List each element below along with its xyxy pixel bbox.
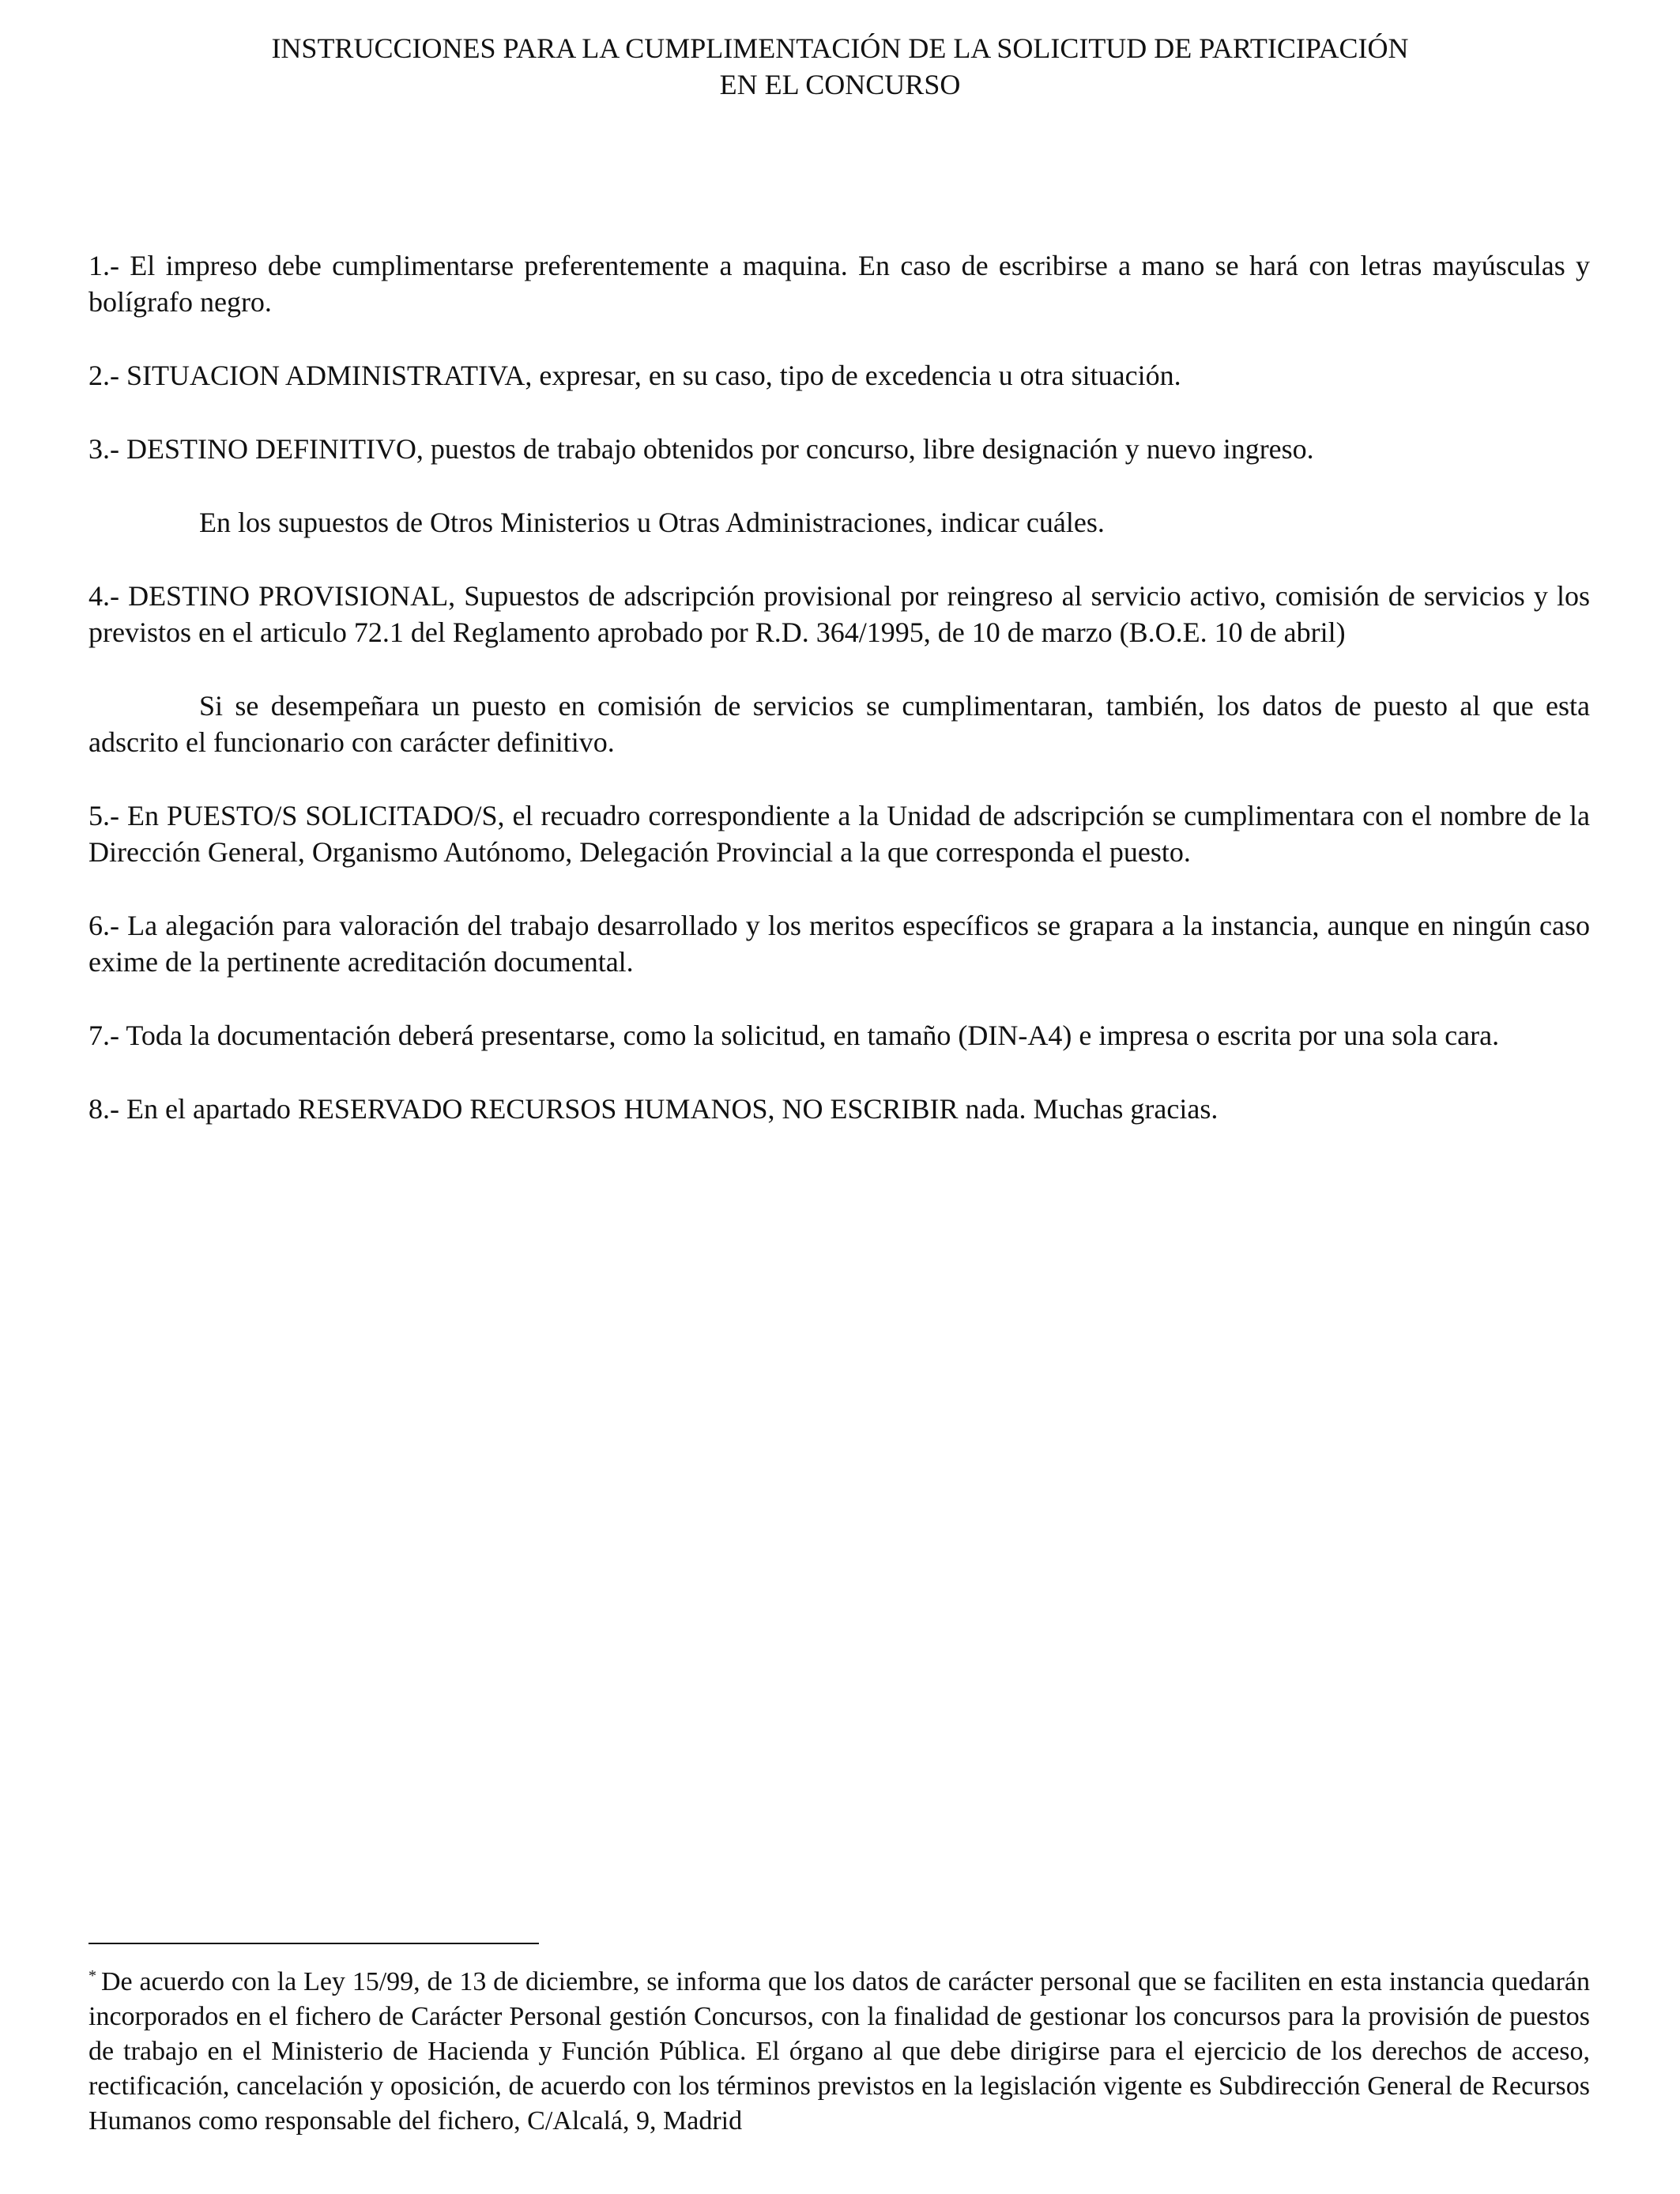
instruction-item-1: 1.- El impreso debe cumplimentarse preferentemente a maquina. En caso de escribirse a mano se hará con letras mayúsculas y bolígrafo negro.: [89, 250, 1590, 318]
instruction-item-5: 5.- En PUESTO/S SOLICITADO/S, el recuadro correspondiente a la Unidad de adscripción se cumplimentara con el nombre de la Dirección General, Organismo Autónomo, Delegación Provincial a la que corresponda el puesto.: [89, 800, 1590, 868]
instruction-item-7: 7.- Toda la documentación deberá presentarse, como la solicitud, en tamaño (DIN-A4) e impresa o escrita por una sola cara.: [89, 1020, 1500, 1051]
footnote-marker: *: [89, 1967, 96, 1985]
instruction-item-4: 4.- DESTINO PROVISIONAL, Supuestos de adscripción provisional por reingreso al servicio activo, comisión de servicios y los previstos en el articulo 72.1 del Reglamento aprobado por R.D. 364/1995, de 10 de marzo (B.O.E. 10 de abril): [89, 580, 1590, 648]
instruction-item-2: 2.- SITUACION ADMINISTRATIVA, expresar, en su caso, tipo de excedencia u otra situación.: [89, 360, 1181, 391]
footnote: [89, 1965, 1590, 2139]
footnote-divider: [89, 1943, 539, 1944]
title-line-2: EN EL CONCURSO: [719, 69, 961, 100]
instruction-item-3-note: En los supuestos de Otros Ministerios u Otras Administraciones, indicar cuáles.: [199, 507, 1105, 538]
instruction-item-8: 8.- En el apartado RESERVADO RECURSOS HUMANOS, NO ESCRIBIR nada. Muchas gracias.: [89, 1093, 1219, 1125]
footnote-text: De acuerdo con la Ley 15/99, de 13 de diciembre, se informa que los datos de carácter personal que se faciliten en esta instancia quedarán incorporados en el fichero de Carácter Personal gestión Concursos, con la finalidad de gestionar los concursos para la provisión de puestos de trabajo en el Ministerio de Hacienda y Función Pública. El órgano al que debe dirigirse para el ejercicio de los derechos de acceso, rectificación, cancelación y oposición, de acuerdo con los términos previstos en la legislación vigente es Subdirección General de Recursos Humanos como responsable del fichero, C/Alcalá, 9, Madrid: [89, 1967, 1590, 2136]
instruction-item-3: 3.- DESTINO DEFINITIVO, puestos de trabajo obtenidos por concurso, libre designación y nuevo ingreso.: [89, 433, 1314, 465]
title-line-1: INSTRUCCIONES PARA LA CUMPLIMENTACIÓN DE LA SOLICITUD DE PARTICIPACIÓN: [271, 32, 1409, 64]
instruction-item-4-note: Si se desempeñara un puesto en comisión de servicios se cumplimentaran, también, los datos de puesto al que esta adscrito el funcionario con carácter definitivo.: [89, 690, 1590, 758]
instructions-list: [89, 247, 1590, 1164]
page-title: [0, 30, 1680, 103]
instruction-item-6: 6.- La alegación para valoración del trabajo desarrollado y los meritos específicos se grapara a la instancia, aunque en ningún caso exime de la pertinente acreditación documental.: [89, 910, 1590, 978]
